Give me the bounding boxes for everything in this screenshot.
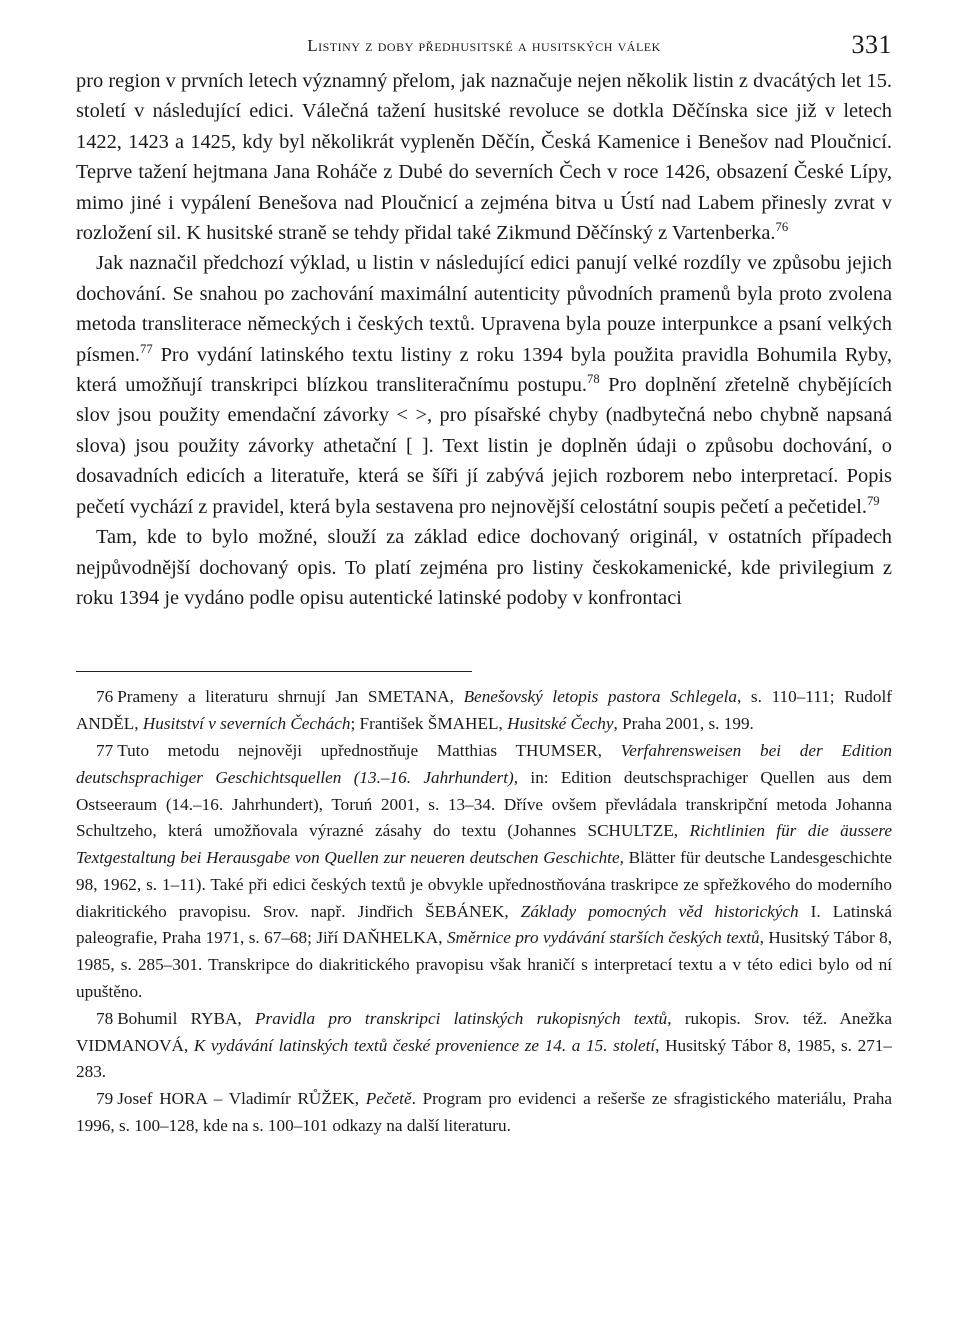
footnotes xyxy=(76,684,892,1140)
footnote-ref: 78 xyxy=(587,372,600,387)
paragraph-text: Pro vydání latinského textu listiny z roku 1394 byla použita pravidla Bohumila Ryby, která umožňují transkripci blízkou transliteračnímu postupu. xyxy=(76,343,892,397)
footnote-number: 77 xyxy=(96,740,114,760)
footnote-78 xyxy=(76,1006,892,1086)
footnote-text: . Program pro evidenci a rešerše ze sfragistického materiálu, Praha 1996, s. 100–128, kde na s. 100–101 odkazy na další literaturu. xyxy=(76,1089,892,1136)
footnote-text: , in: Edition deutschsprachiger Quellen aus dem Ostseeraum (14.–16. Jahrhundert), Toruń 2001, s. 13–34. Dříve ovšem převládala transkripční metoda Johanna Schultzeho, která umožňovala výrazné zásahy do textu (Johannes SCHULTZE, xyxy=(76,767,892,841)
footnote-title: K vydávání latinských textů české provenience ze 14. a 15. století xyxy=(193,1035,656,1055)
paragraph-text: Jak naznačil předchozí výklad, u listin v následující edici panují velké rozdíly ve způsobu jejich dochování. Se snahou po zachování maximální autenticity původních pramenů byla proto zvolena metoda transliterace německých i českých textů. Upravena byla pouze interpunkce a psaní velkých písmen. xyxy=(76,252,892,366)
footnote-ref: 76 xyxy=(775,220,789,235)
footnote-text: Bohumil RYBA, xyxy=(117,1008,255,1028)
footnote-text: Prameny a literaturu shrnují Jan SMETANA, xyxy=(117,687,464,707)
paragraph xyxy=(76,66,892,248)
footnote-title: Husitské Čechy xyxy=(507,714,614,734)
paragraph-text: Pro doplnění zřetelně chybějících slov jsou použity emendační závorky < >, pro písařské chyby (nadbytečná nebo chybně napsaná slova) jsou použity závorky athetační [ ]. Text listin je doplněn údaji o způsobu dochování, o dosavadních edicích a literatuře, která se šíři jí zabývá jejich rozborem nebo interpretací. Popis pečetí vychází z pravidel, která byla sestavena pro nejnovější celostátní soupis pečetí a pečetidel. xyxy=(76,374,892,518)
footnote-76 xyxy=(76,684,892,738)
footnote-ref: 77 xyxy=(140,341,153,356)
footnote-text: ; František ŠMAHEL, xyxy=(350,714,508,734)
footnote-title: Směrnice pro vydávání starších českých textů xyxy=(446,928,760,948)
footnote-text: Tuto metodu nejnověji upřednostňuje Matthias THUMSER, xyxy=(117,740,621,760)
footnote-text: , Praha 2001, s. 199. xyxy=(613,714,754,734)
paragraph xyxy=(76,248,892,522)
footnote-text: , Husitský Tábor 8, 1985, s. 285–301. Transkripce do diakritického pravopisu však hraničí s interpretací textu a v této edici bylo od ní upuštěno. xyxy=(76,928,892,1002)
footnote-title: Pravidla pro transkripci latinských rukopisných textů xyxy=(255,1008,668,1028)
footnote-79 xyxy=(76,1086,892,1140)
footnote-text: , s. 110–111; Rudolf ANDĚL, xyxy=(76,687,892,734)
footnote-title: Benešovský letopis pastora Schlegela xyxy=(463,687,737,707)
footnote-text: , Blätter für deutsche Landesgeschichte 98, 1962, s. 1–11). Také při edici českých textů je obvykle upřednostňována traskripce ze spřežkového do moderního diakritického pravopisu. Srov. např. Jindřich ŠEBÁNEK, xyxy=(76,848,892,921)
footnote-title: Richtlinien für die äussere Textgestaltung bei Herausgabe von Quellen zur neueren deutschen Geschichte xyxy=(76,821,892,868)
footnote-text: , Husitský Tábor 8, 1985, s. 271–283. xyxy=(76,1035,892,1082)
body-text xyxy=(76,66,892,613)
footnote-title: Základy pomocných věd historických xyxy=(520,901,799,921)
footnote-text: , rukopis. Srov. též. Anežka VIDMANOVÁ, xyxy=(76,1008,892,1055)
running-head xyxy=(76,30,892,66)
footnote-number: 79 xyxy=(96,1089,114,1109)
footnote-number: 78 xyxy=(96,1008,114,1028)
paragraph xyxy=(76,522,892,613)
footnote-separator xyxy=(76,671,472,672)
paragraph-text: pro region v prvních letech významný přelom, jak naznačuje nejen několik listin z dvacátých let 15. století v následující edici. Válečná tažení husitské revoluce se dotkla Děčínska sice již v letech 1422, 1423 a 1425, kdy byl několikrát vypleněn Děčín, Česká Kamenice i Benešov nad Ploučnicí. Teprve tažení hejtmana Jana Roháče z Dubé do severních Čech v roce 1426, obsazení České Lípy, mimo jiné i vypálení Benešova nad Ploučnicí a zejména bitva u Ústí nad Labem přinesly zvrat v rozložení sil. K husitské straně se tehdy přidal také Zikmund Děčínský z Vartenberka. xyxy=(76,70,892,245)
footnote-ref: 79 xyxy=(866,493,880,508)
footnote-number: 76 xyxy=(96,687,114,707)
footnote-text: I. Latinská paleografie, Praha 1971, s. 67–68; Jiří DAŇHELKA, xyxy=(76,901,892,948)
footnote-title: Verfahrensweisen bei der Edition deutschsprachiger Geschichtsquellen (13.–16. Jahrhundert) xyxy=(76,740,892,787)
footnote-text: Josef HORA – Vladimír RŮŽEK, xyxy=(117,1089,366,1109)
footnote-77 xyxy=(76,738,892,1006)
paragraph-text: Tam, kde to bylo možné, slouží za základ edice dochovaný originál, v ostatních případech nejpůvodnější dochovaný opis. To platí zejména pro listiny českokamenické, kde privilegium z roku 1394 je vydáno podle opisu autentické latinské podoby v konfrontaci xyxy=(76,526,892,609)
running-head-title: Listiny z doby předhusitské a husitských válek xyxy=(307,36,661,55)
page-number: 331 xyxy=(851,30,892,59)
book-page xyxy=(76,30,892,1140)
footnote-title: Pečetě xyxy=(365,1089,412,1109)
footnote-title: Husitství v severních Čechách xyxy=(142,714,351,734)
